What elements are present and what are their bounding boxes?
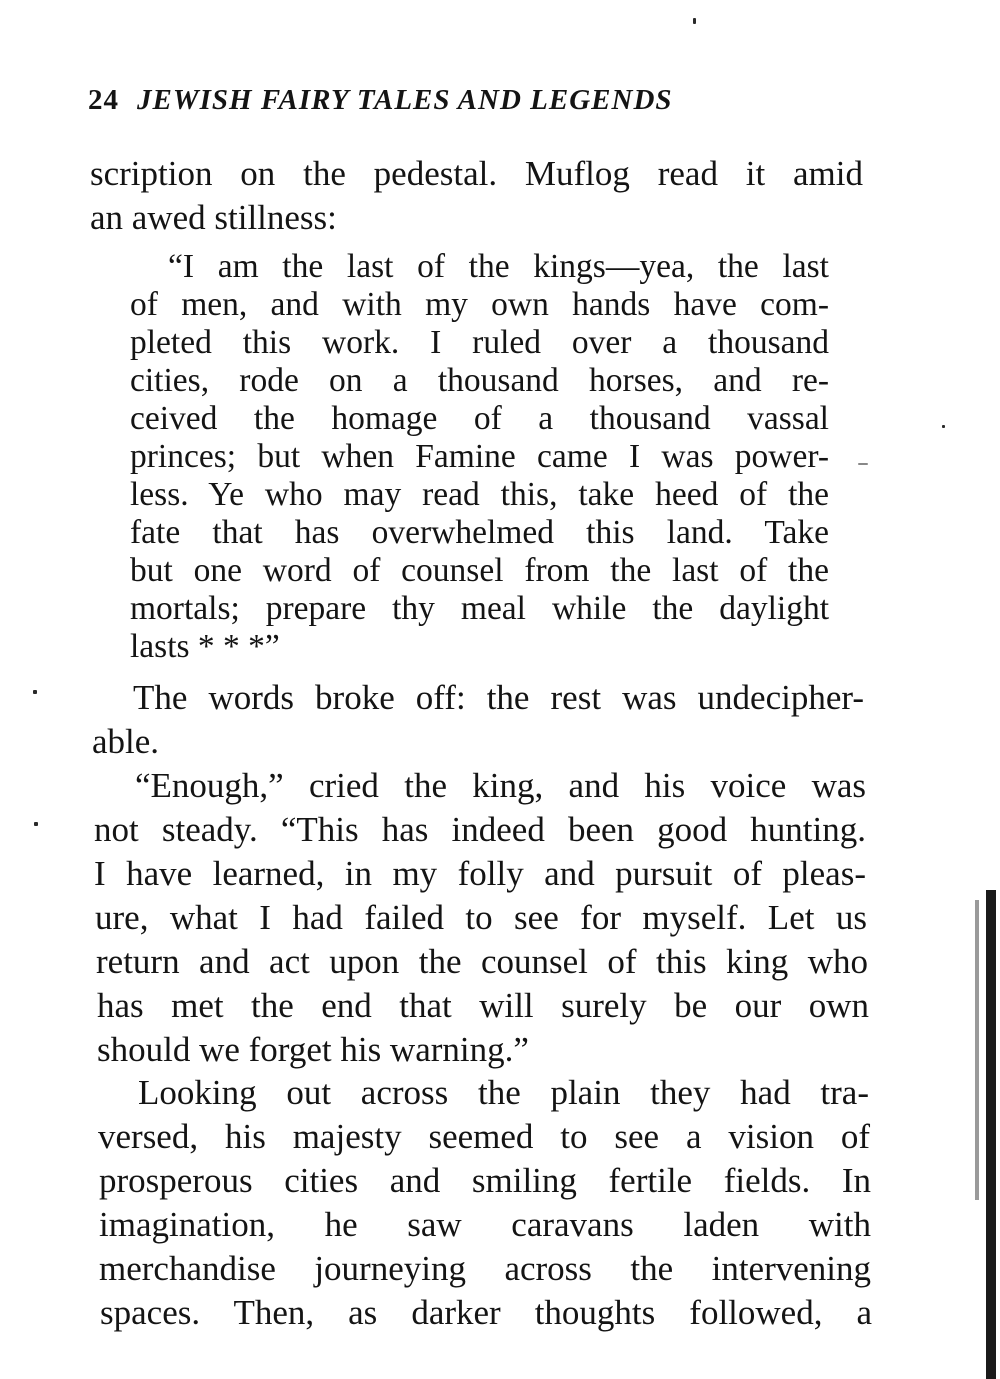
scan-edge-shadow — [986, 890, 996, 1379]
scan-edge-shadow-faint — [975, 900, 979, 1200]
scan-speck — [942, 425, 945, 428]
page-number: 24 — [88, 84, 119, 116]
text-line: ure, what I had failed to see for myself. Let us — [95, 898, 867, 937]
text-line: versed, his majesty seemed to see a vision of — [98, 1117, 870, 1156]
scan-speck — [693, 18, 696, 24]
quote-line: but one word of counsel from the last of the — [130, 552, 829, 589]
scan-speck — [858, 463, 868, 465]
running-title: JEWISH FAIRY TALES AND LEGENDS — [137, 84, 673, 116]
text-line: has met the end that will surely be our own — [97, 986, 869, 1025]
quote-line: “I am the last of the kings—yea, the last — [168, 248, 829, 285]
quote-line: fate that has overwhelmed this land. Take — [130, 514, 829, 551]
text-line: merchandise journeying across the intervening — [99, 1249, 871, 1288]
running-header — [88, 84, 673, 117]
text-line: “Enough,” cried the king, and his voice was — [135, 766, 866, 805]
text-line: an awed stillness: — [90, 198, 337, 237]
text-line: scription on the pedestal. Muflog read it amid — [90, 154, 863, 193]
text-line: imagination, he saw caravans laden with — [99, 1205, 871, 1244]
scan-speck — [34, 822, 38, 826]
scan-speck — [33, 690, 37, 694]
text-line: The words broke off: the rest was undecipher- — [133, 678, 864, 717]
text-line: spaces. Then, as darker thoughts followed, a — [100, 1293, 872, 1332]
quote-line: lasts * * *” — [130, 628, 280, 665]
quote-line: mortals; prepare thy meal while the daylight — [130, 590, 829, 627]
text-line: not steady. “This has indeed been good hunting. — [94, 810, 866, 849]
quote-line: less. Ye who may read this, take heed of the — [130, 476, 829, 513]
text-line: Looking out across the plain they had tra- — [138, 1073, 869, 1112]
quote-line: of men, and with my own hands have com- — [130, 286, 829, 323]
text-line: I have learned, in my folly and pursuit of pleas- — [94, 854, 866, 893]
quote-line: pleted this work. I ruled over a thousand — [130, 324, 829, 361]
text-line: return and act upon the counsel of this king who — [96, 942, 868, 981]
text-line: able. — [92, 722, 160, 761]
quote-line: princes; but when Famine came I was power- — [130, 438, 829, 475]
text-line: prosperous cities and smiling fertile fields. In — [99, 1161, 871, 1200]
quote-line: ceived the homage of a thousand vassal — [130, 400, 829, 437]
text-line: should we forget his warning.” — [97, 1030, 529, 1069]
quote-line: cities, rode on a thousand horses, and re- — [130, 362, 829, 399]
